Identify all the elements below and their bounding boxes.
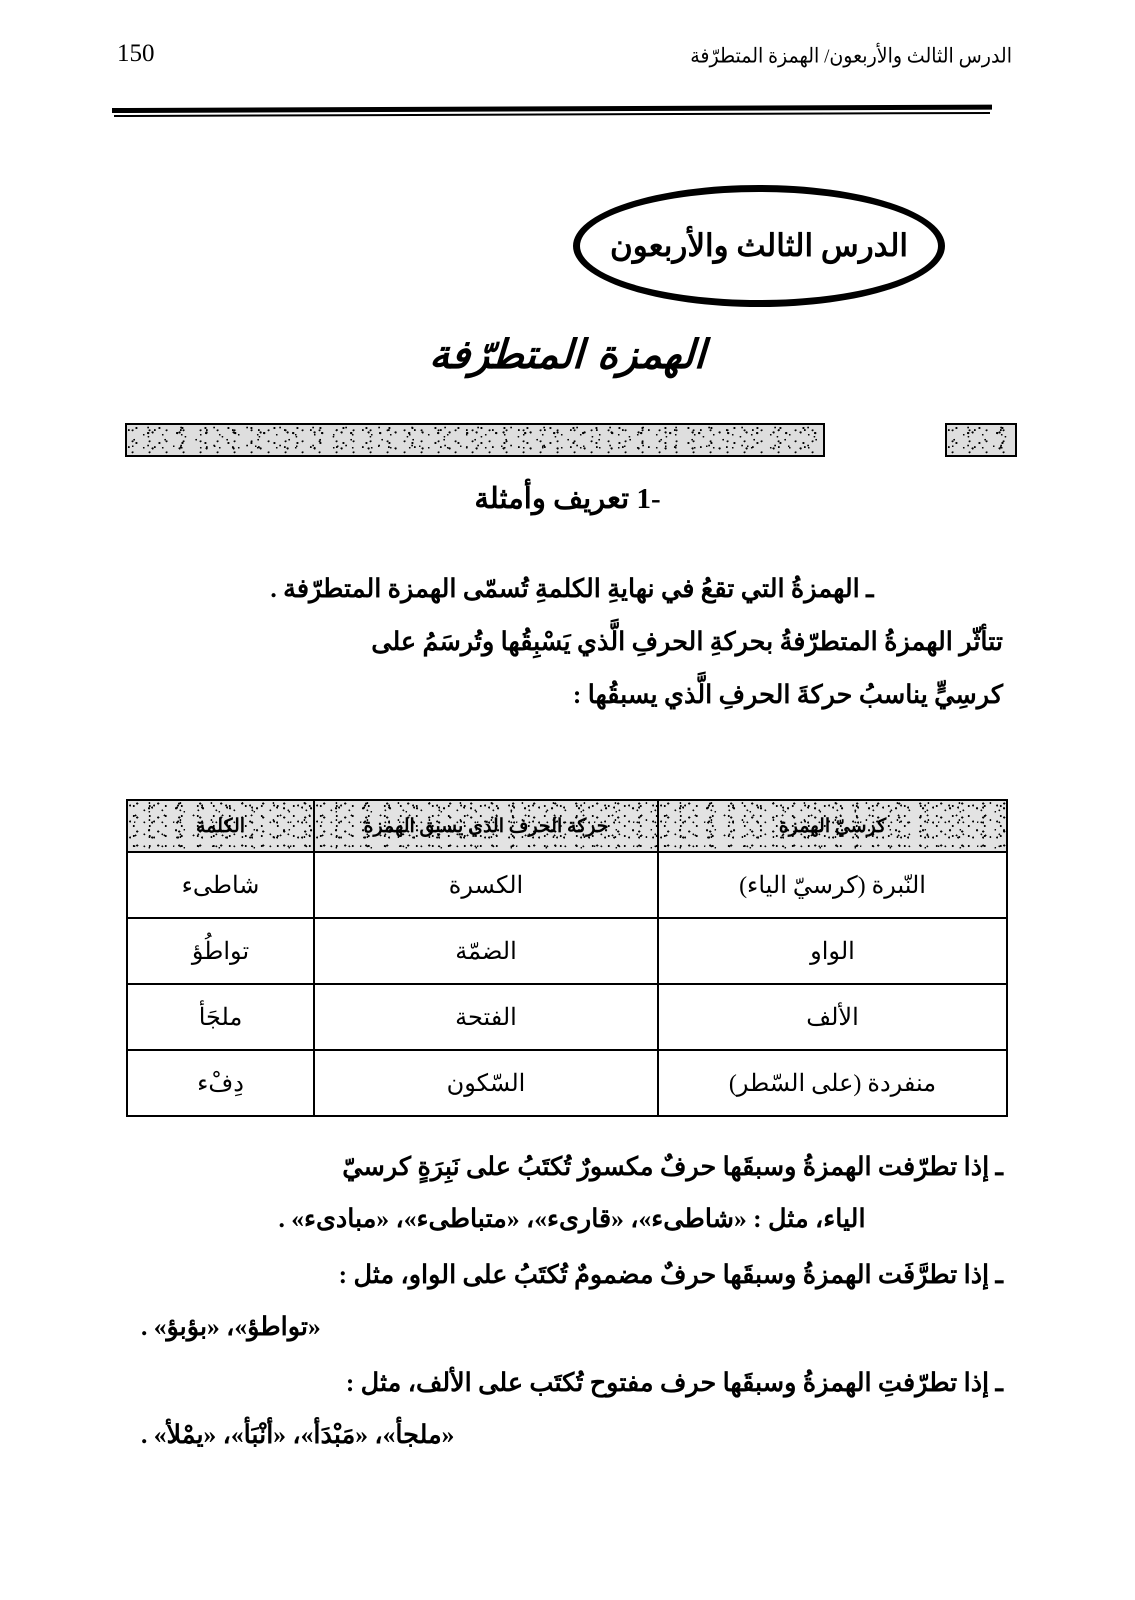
cell-seat: منفردة (على السّطر) [658,1050,1007,1116]
rule-3-line-2: «ملجأ»، «مَبْدَأ»، «أنْبَأ»، «يمْلأ» . [141,1420,455,1449]
table-header-motion: حركة الحرف الذي يسبق الهمزة [314,800,658,852]
lesson-banner [0,185,1135,315]
table-row [127,984,1007,1050]
section-number: 1- [636,483,661,515]
cell-word: تواطُؤ [127,918,314,984]
rule-2-line-1: ـ إذا تطرَّفَت الهمزةُ وسبقَها حرفٌ مضمومٌ تُكتَبُ على الواو، مثل : [338,1260,1003,1289]
table-row [127,852,1007,918]
table-row [127,1050,1007,1116]
table-header-row [127,800,1007,852]
section-heading-label: تعريف وأمثلة [474,483,630,515]
cell-word: ملجَأ [127,984,314,1050]
rules-list [141,1141,1003,1465]
cell-word: شاطىء [127,852,314,918]
rule-1-line-2: الياء، مثل : «شاطىء»، «قارىء»، «متباطىء»، «مبادىء» . [278,1204,866,1233]
table-row [127,918,1007,984]
header-rule-thin [114,112,990,117]
rule-item [141,1249,1003,1353]
intro-line-2: تتأثّر الهمزةُ المتطرّفةُ بحركةِ الحرفِ الَّذي يَسْبِقُها وتُرسَمُ على [371,627,1003,656]
cell-word: دِفْء [127,1050,314,1116]
rule-item [141,1357,1003,1461]
section-heading [0,481,1135,516]
lesson-title-label: الدرس الثالث والأربعون [610,228,908,263]
table-header [127,800,1007,852]
intro-paragraph [141,562,1003,721]
hamza-examples-table [126,799,1008,1117]
intro-line-1: ـ الهمزةُ التي تقعُ في نهايةِ الكلمةِ تُسمّى الهمزة المتطرّفة . [270,574,874,603]
rule-2-line-2: «تواطؤ»، «بؤبؤ» . [141,1312,321,1341]
cell-motion: الفتحة [314,984,658,1050]
rule-item [141,1141,1003,1245]
running-head-title: الدرس الثالث والأربعون/ الهمزة المتطرّفة [690,45,1012,68]
banner-bar-left [125,423,825,457]
table-header-word: الكلمة [127,800,314,852]
table-header-seat: كرسيّ الهمزة [658,800,1007,852]
cell-seat: الواو [658,918,1007,984]
page-number: 150 [117,40,155,67]
cell-seat: الألف [658,984,1007,1050]
header-divider-rule [112,108,992,117]
intro-line-3: كرسِيٍّ يناسبُ حركةَ الحرفِ الَّذي يسبقُها : [572,680,1003,709]
page-title: الهمزة المتطرّفة [428,332,707,378]
running-head [105,40,1030,82]
banner-bar-right [945,423,1017,457]
cell-motion: السّكون [314,1050,658,1116]
cell-motion: الكسرة [314,852,658,918]
rule-3-line-1: ـ إذا تطرّفتِ الهمزةُ وسبقَها حرف مفتوح تُكتَب على الألف، مثل : [345,1368,1003,1397]
rule-1-line-1: ـ إذا تطرّفت الهمزةُ وسبقَها حرفٌ مكسورٌ تُكتَبُ على نَبِرَةٍ كرسيّ [342,1152,1003,1181]
table-body [127,852,1007,1116]
cell-seat: النّبرة (كرسيّ الياء) [658,852,1007,918]
cell-motion: الضمّة [314,918,658,984]
